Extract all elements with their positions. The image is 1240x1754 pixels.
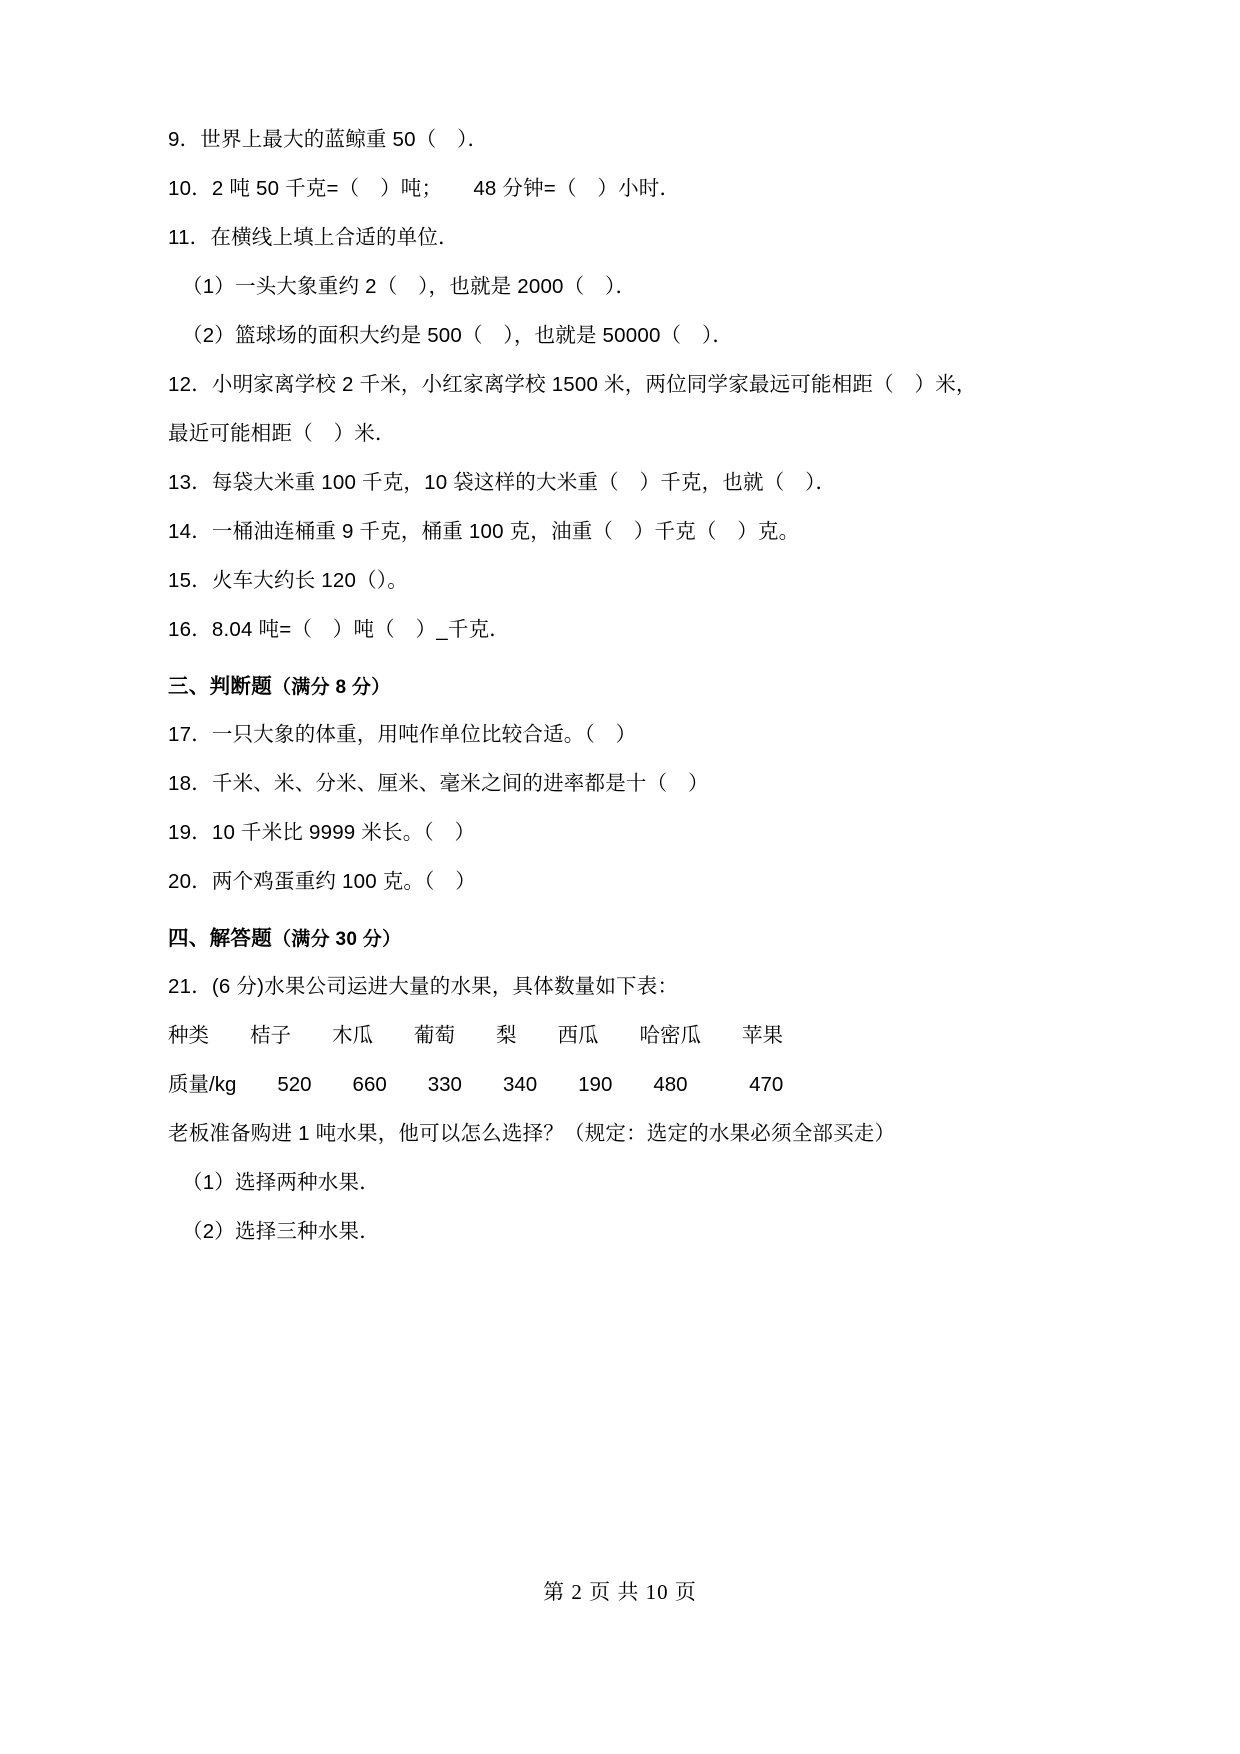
question-21-part-1: （1）选择两种水果． xyxy=(182,1171,380,1194)
question-11-sub-2: （2）篮球场的面积大约是 500（ ），也就是 50000（ ）． xyxy=(182,324,734,347)
fruit-table-row-categories: 种类 桔子 木瓜 葡萄 梨 西瓜 哈密瓜 苹果 xyxy=(168,1024,783,1047)
question-21-part-2: （2）选择三种水果． xyxy=(182,1220,380,1243)
section-three-score: （满分 8 分） xyxy=(272,677,391,698)
question-11: 11．在横线上填上合适的单位． xyxy=(168,226,459,249)
question-12-continuation: 最近可能相距（ ）米． xyxy=(168,422,396,445)
question-18: 18．千米、米、分米、厘米、毫米之间的进率都是十（ ） xyxy=(168,772,709,795)
question-12: 12．小明家离学校 2 千米，小红家离学校 1500 米，两位同学家最远可能相距（ ）米， xyxy=(168,373,977,396)
question-14: 14．一桶油连桶重 9 千克，桶重 100 克，油重（ ）千克（ ）克。 xyxy=(168,520,800,543)
fruit-table-row-masses: 质量/kg 520 660 330 340 190 480 470 xyxy=(168,1073,784,1096)
question-13: 13．每袋大米重 100 千克，10 袋这样的大米重（ ）千克，也就（ ）． xyxy=(168,471,837,494)
section-three-title: 三、判断题 xyxy=(168,675,272,698)
question-16: 16．8.04 吨=（ ）吨（ ）_千克． xyxy=(168,618,510,641)
question-20: 20．两个鸡蛋重约 100 克。（ ） xyxy=(168,870,476,893)
section-heading-three xyxy=(168,669,1090,699)
question-19: 19．10 千米比 9999 米长。（ ） xyxy=(168,821,476,844)
page-footer: 第 2 页 共 10 页 xyxy=(543,1580,697,1604)
section-four-title: 四、解答题 xyxy=(168,927,272,950)
question-10: 10．2 吨 50 千克=（ ）吨； 48 分钟=（ ）小时． xyxy=(168,177,681,200)
section-heading-four xyxy=(168,921,1090,951)
question-9: 9．世界上最大的蓝鲸重 50（ ）． xyxy=(168,128,489,151)
question-15: 15．火车大约长 120（）。 xyxy=(168,569,408,592)
question-21-stem: 21．(6 分)水果公司运进大量的水果，具体数量如下表： xyxy=(168,975,679,998)
section-four-score: （满分 30 分） xyxy=(272,929,402,950)
question-11-sub-1: （1）一头大象重约 2（ ），也就是 2000（ ）． xyxy=(182,275,637,298)
question-17: 17．一只大象的体重，用吨作单位比较合适。（ ） xyxy=(168,723,637,746)
question-21-prompt: 老板准备购进 1 吨水果，他可以怎么选择？（规定：选定的水果必须全部买走） xyxy=(168,1122,896,1145)
